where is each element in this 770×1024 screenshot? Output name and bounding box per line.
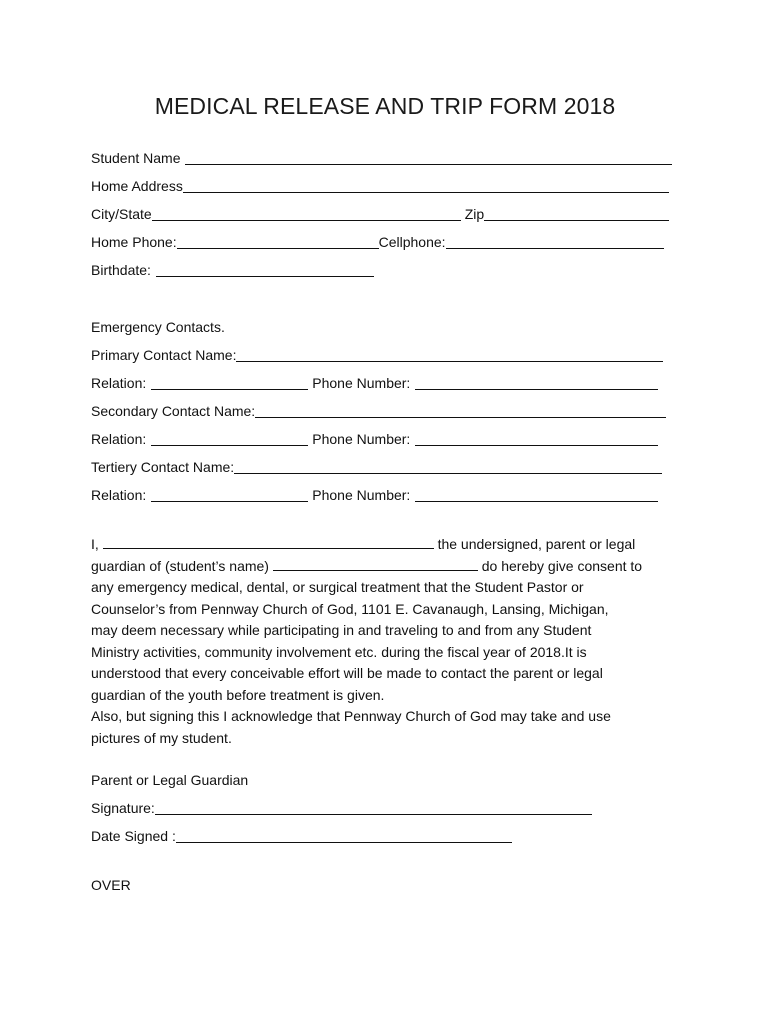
city-state-field[interactable] xyxy=(152,206,461,221)
consent-line xyxy=(91,534,642,556)
consent-line1-start: I, xyxy=(91,536,99,552)
relation-label: Relation: xyxy=(91,431,147,447)
birthdate-label: Birthdate: xyxy=(91,262,151,278)
primary-relation-row xyxy=(91,372,658,392)
student-name-consent-field[interactable] xyxy=(273,557,478,571)
cellphone-field[interactable] xyxy=(446,234,664,249)
consent-line: Counselor’s from Pennway Church of God, 1101 E. Cavanaugh, Lansing, Michigan, xyxy=(91,600,609,617)
consent-line: understood that every conceivable effort will be made to contact the parent or legal xyxy=(91,665,603,681)
consent-line: any emergency medical, dental, or surgical treatment that the Student Pastor or xyxy=(91,579,584,595)
tertiary-contact-field[interactable] xyxy=(234,459,662,474)
consent-line: pictures of my student. xyxy=(91,729,232,746)
date-signed-field[interactable] xyxy=(176,828,512,843)
home-address-label: Home Address xyxy=(91,178,183,194)
primary-relation-field[interactable] xyxy=(151,375,308,390)
zip-field[interactable] xyxy=(484,206,669,221)
secondary-phone-field[interactable] xyxy=(415,431,658,446)
city-state-label: City/State xyxy=(91,206,152,222)
date-signed-label: Date Signed : xyxy=(91,828,176,844)
student-name-row xyxy=(91,147,672,167)
consent-line: Also, but signing this I acknowledge that Pennway Church of God may take and use xyxy=(91,708,611,724)
secondary-relation-field[interactable] xyxy=(151,431,308,446)
parent-name-field[interactable] xyxy=(103,535,434,549)
home-phone-label: Home Phone: xyxy=(91,234,177,250)
secondary-contact-label: Secondary Contact Name: xyxy=(91,403,256,419)
tertiary-contact-label: Tertiery Contact Name: xyxy=(91,459,235,475)
primary-phone-field[interactable] xyxy=(415,375,658,390)
secondary-relation-row xyxy=(91,428,658,448)
guardian-heading-row xyxy=(91,769,248,789)
consent-paragraph xyxy=(91,534,642,749)
cellphone-label: Cellphone: xyxy=(378,234,446,250)
home-address-row xyxy=(91,175,669,195)
relation-label: Relation: xyxy=(91,375,147,391)
student-name-label: Student Name xyxy=(91,150,181,166)
phone-number-label: Phone Number: xyxy=(312,431,411,447)
birthdate-row xyxy=(91,259,374,279)
tertiary-relation-row xyxy=(91,484,658,504)
emergency-heading: Emergency Contacts. xyxy=(91,319,225,335)
secondary-contact-field[interactable] xyxy=(255,403,666,418)
primary-contact-row xyxy=(91,344,663,364)
signature-field[interactable] xyxy=(155,800,592,815)
city-state-row xyxy=(91,203,669,223)
relation-label: Relation: xyxy=(91,487,147,503)
consent-line: Ministry activities, community involvement etc. during the fiscal year of 2018.It is xyxy=(91,643,587,660)
primary-contact-field[interactable] xyxy=(236,347,663,362)
tertiary-phone-field[interactable] xyxy=(415,487,658,502)
home-address-field[interactable] xyxy=(183,178,669,193)
secondary-contact-row xyxy=(91,400,666,420)
guardian-heading: Parent or Legal Guardian xyxy=(91,772,249,788)
student-name-field[interactable] xyxy=(185,150,672,165)
consent-line1-end: the undersigned, parent or legal xyxy=(437,536,636,552)
consent-line: may deem necessary while participating in and traveling to and from any Student xyxy=(91,622,592,638)
emergency-heading-row xyxy=(91,316,225,336)
zip-label: Zip xyxy=(464,206,485,222)
tertiary-relation-field[interactable] xyxy=(151,487,308,502)
phone-number-label: Phone Number: xyxy=(312,487,411,503)
signature-row xyxy=(91,797,592,817)
tertiary-contact-row xyxy=(91,456,662,476)
primary-contact-label: Primary Contact Name: xyxy=(91,347,237,363)
footer-row xyxy=(91,874,131,894)
signature-label: Signature: xyxy=(91,800,155,816)
form-title: MEDICAL RELEASE AND TRIP FORM 2018 xyxy=(154,93,616,119)
over-note: OVER xyxy=(91,877,131,893)
consent-line2-start: guardian of (student’s name) xyxy=(91,557,269,574)
birthdate-field[interactable] xyxy=(156,262,374,277)
home-phone-field[interactable] xyxy=(177,234,379,249)
date-signed-row xyxy=(91,825,512,845)
consent-line xyxy=(91,556,642,578)
consent-line: guardian of the youth before treatment is given. xyxy=(91,686,385,703)
phone-row xyxy=(91,231,664,251)
phone-number-label: Phone Number: xyxy=(312,375,411,391)
consent-line2-end: do hereby give consent to xyxy=(481,557,643,574)
